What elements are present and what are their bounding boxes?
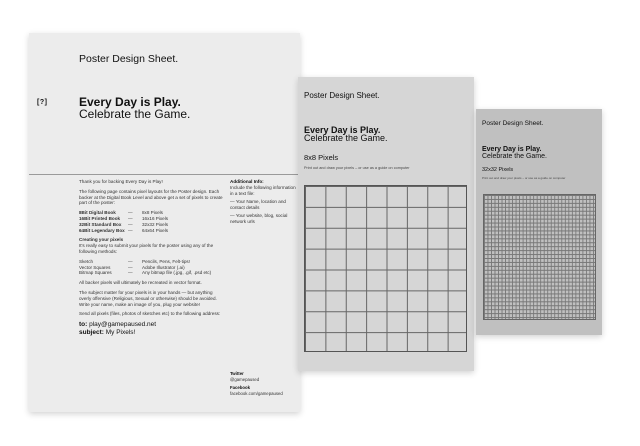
pixel-grid-8x8: [304, 185, 467, 352]
description-text: The following page contains pixel layouts for the Poster design. Each backer at the Digital Book Level and above get a set of pixels to create part of the poster:: [79, 188, 223, 206]
print-note: Print out and draw your pixels – or use as a guide on computer: [482, 176, 566, 180]
tier-list: [79, 210, 224, 233]
additional-item: — Your Name, location and contact details: [230, 199, 286, 211]
twitter-handle: @gamepaused: [230, 376, 260, 382]
additional-text: Include the following information in a text file:: [230, 184, 296, 196]
intro-text: Thank you for backing Every Day is Play!: [79, 179, 163, 184]
method-row: Vector Squares — Adobe Illustrator (.ai): [79, 264, 185, 270]
pixel-grid-32x32: [483, 194, 596, 320]
facebook-label: Facebook: [230, 385, 251, 391]
additional-heading: Additional Info:: [230, 179, 264, 184]
grid-size-label: 8x8 Pixels: [304, 153, 339, 162]
subheadline: Celebrate the Game.: [304, 133, 388, 143]
creating-text: It's really easy to submit your pixels for the poster using any of the following methods:: [79, 243, 214, 254]
design-sheet-8x8: [298, 77, 474, 371]
tier-row: 32Bit Standard Box — 32x32 Pixels: [79, 221, 169, 227]
grid-size-label: 32x32 Pixels: [482, 167, 514, 173]
headline: Every Day is Play.: [79, 95, 181, 109]
design-sheet-main: [29, 33, 300, 412]
twitter-label: Twitter: [230, 371, 244, 376]
method-list: [79, 259, 224, 276]
design-sheet-32x32: [476, 109, 602, 335]
facebook-url: facebook.com/gamepaused: [230, 390, 283, 396]
subheadline: Celebrate the Game.: [79, 107, 191, 121]
method-row: Bitmap Squares — Any bitmap file (.jpg, .gif, .psd etc): [79, 270, 212, 276]
method-row: Sketch — Pencils, Pens, Felt-tips!: [79, 258, 190, 264]
additional-info: [230, 179, 296, 225]
instructions: [79, 179, 224, 337]
email-address: to: play@gamepaused.net: [79, 321, 157, 329]
tier-row: 16Bit Printed Book — 16x16 Pixels: [79, 215, 169, 221]
creating-heading: Creating your pixels: [79, 237, 124, 243]
social-links: [230, 371, 283, 396]
vector-note: All backer pixels will ultimately be recreated in vector format.: [79, 280, 202, 286]
email-subject: subject: My Pixels!: [79, 329, 136, 337]
sheet-title: Poster Design Sheet.: [304, 91, 380, 100]
sheet-title: Poster Design Sheet.: [482, 120, 544, 127]
divider: [29, 174, 300, 175]
tier-row: 64Bit Legendary Box — 64x64 Pixels: [79, 227, 169, 233]
print-note: Print out and draw your pixels – or use as a guide on computer: [304, 166, 410, 170]
headline: Every Day is Play.: [304, 125, 381, 135]
additional-item: — Your website, blog, social network urls: [230, 212, 288, 224]
logo-mark: [?]: [37, 99, 48, 106]
headline: Every Day is Play.: [482, 146, 542, 153]
tier-row: 8Bit Digital Book — 8x8 Pixels: [79, 210, 163, 216]
sheet-title: Poster Design Sheet.: [79, 53, 179, 65]
subheadline: Celebrate the Game.: [482, 153, 547, 160]
send-note: Send all pixels (files, photos of sketches etc) to the following address:: [79, 311, 221, 317]
subject-note: The subject matter for your pixels is in your hands — but anything overly offensive (Religious, Sexual or otherwise) should be avoided. Write your name, make an image of you, plug your website!: [79, 289, 217, 307]
